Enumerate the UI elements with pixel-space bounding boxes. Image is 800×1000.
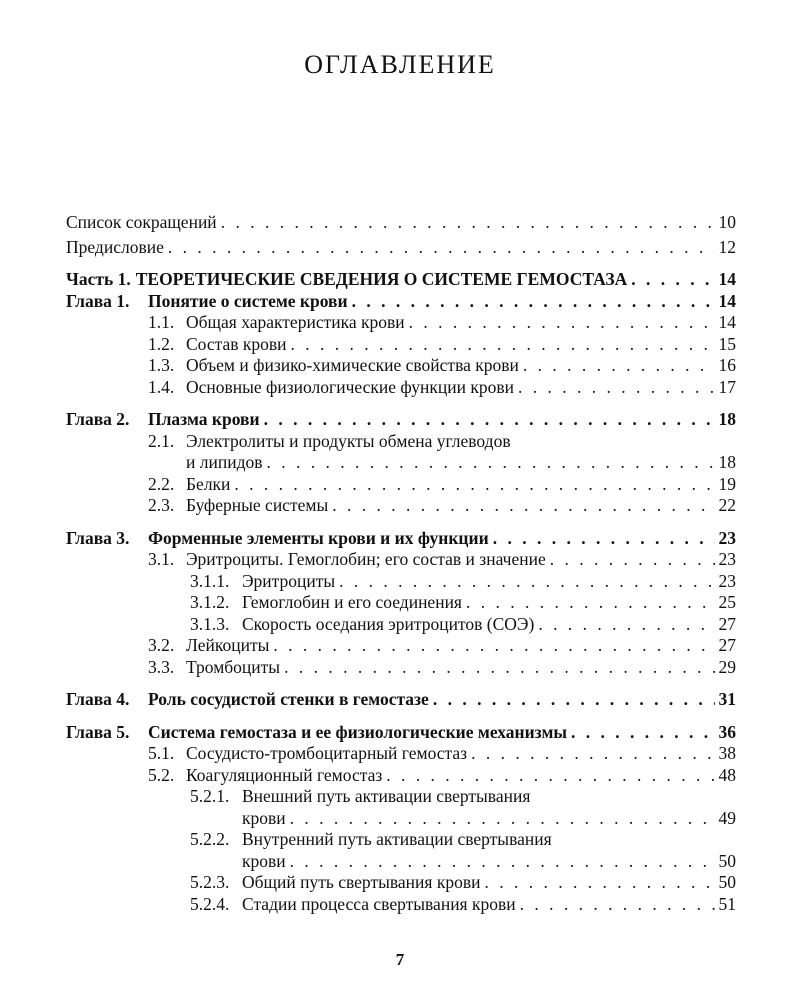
leader-dots (571, 722, 714, 744)
toc-entry-number: 5.1. (148, 743, 175, 763)
table-of-contents (66, 212, 736, 915)
toc-entry-page: 49 (718, 807, 736, 828)
toc-entry-number: 1.1. (148, 312, 175, 332)
toc-entry-text: Основные физиологические функции крови (186, 376, 514, 397)
toc-entry-page: 25 (718, 592, 736, 612)
toc-entry-3-3[interactable] (66, 657, 736, 679)
toc-entry-text: Эритроциты. Гемоглобин; его состав и значение (186, 549, 546, 569)
leader-dots (332, 495, 714, 517)
toc-entry-text: Форменные элементы крови и их функции (148, 527, 489, 548)
toc-entry-1-1[interactable] (66, 312, 736, 334)
toc-entry-text: Общая характеристика крови (186, 312, 405, 332)
toc-entry-number: Глава 2. (66, 409, 130, 429)
toc-entry-1-2[interactable] (66, 334, 736, 356)
toc-entry-number: 3.1. (148, 549, 175, 569)
leader-dots (284, 657, 714, 679)
toc-entry-page: 19 (718, 473, 736, 494)
toc-entry-number: 3.2. (148, 635, 175, 655)
toc-entry-number: Часть 1. (66, 269, 131, 289)
toc-entry-page: 31 (718, 689, 736, 709)
toc-entry-page: 14 (718, 269, 736, 289)
toc-entry-page: 48 (718, 764, 736, 785)
toc-entry-page: 17 (718, 376, 736, 397)
toc-entry-5-1[interactable] (66, 743, 736, 765)
leader-dots (352, 291, 715, 313)
toc-entry-chapter-3[interactable] (66, 528, 736, 550)
toc-entry-1-3[interactable] (66, 355, 736, 377)
leader-dots (409, 312, 715, 334)
toc-entry-text-line-1: Внутренний путь активации свертывания (242, 829, 552, 849)
leader-dots (631, 269, 714, 291)
leader-dots (466, 592, 715, 614)
leader-dots (339, 571, 714, 593)
toc-entry-page: 16 (718, 355, 736, 375)
toc-entry-page: 27 (718, 635, 736, 655)
page-number: 7 (395, 950, 405, 969)
leader-dots (168, 237, 715, 259)
toc-entry-3-1-3[interactable] (66, 614, 736, 636)
toc-entry-5-2-1[interactable] (66, 786, 736, 829)
toc-entry-text: Общий путь свертывания крови (242, 872, 481, 892)
toc-entry-text: Коагуляционный гемостаз (186, 764, 383, 785)
toc-entry-page: 23 (718, 549, 736, 569)
toc-entry-text: Понятие о системе крови (148, 290, 348, 311)
leader-dots (493, 528, 715, 550)
toc-entry-2-1[interactable] (66, 431, 736, 474)
toc-entry-chapter-5[interactable] (66, 722, 736, 744)
toc-entry-chapter-1[interactable] (66, 291, 736, 313)
toc-entry-5-2-2[interactable] (66, 829, 736, 872)
leader-dots (267, 452, 715, 474)
toc-entry-number: 5.2.2. (190, 829, 230, 849)
leader-dots (433, 689, 715, 711)
toc-entry-text: Список сокращений (66, 212, 217, 232)
toc-entry-chapter-2[interactable] (66, 409, 736, 431)
toc-entry-number: 3.3. (148, 656, 175, 677)
leader-dots (538, 614, 714, 636)
leader-dots (291, 334, 715, 356)
toc-entry-text: Роль сосудистой стенки в гемостазе (148, 689, 429, 709)
toc-entry-5-2-4[interactable] (66, 894, 736, 916)
toc-entry-number: 3.1.2. (190, 592, 230, 612)
toc-entry-number: 2.2. (148, 473, 175, 494)
toc-entry-page: 14 (718, 312, 736, 332)
toc-entry-part-1[interactable] (66, 269, 736, 291)
toc-entry-number: 2.1. (148, 430, 175, 451)
toc-entry-page: 50 (718, 872, 736, 892)
toc-entry-3-1-1[interactable] (66, 571, 736, 593)
toc-entry-number: 3.1.3. (190, 613, 230, 634)
toc-entry-5-2[interactable] (66, 765, 736, 787)
toc-entry-text: Сосудисто-тромбоцитарный гемостаз (186, 743, 468, 763)
leader-dots (550, 549, 715, 571)
toc-entry-number: 5.2.3. (190, 872, 230, 892)
toc-entry-number: 1.4. (148, 376, 175, 397)
toc-entry-preface[interactable] (66, 237, 736, 259)
toc-entry-number: Глава 4. (66, 689, 130, 709)
leader-dots (471, 743, 714, 765)
toc-entry-page: 29 (718, 656, 736, 677)
toc-entry-page: 38 (718, 743, 736, 763)
toc-entry-page: 36 (718, 721, 736, 742)
toc-entry-3-1-2[interactable] (66, 592, 736, 614)
leader-dots (523, 355, 715, 377)
leader-dots (264, 409, 715, 431)
toc-entry-text: Предисловие (66, 236, 164, 257)
toc-entry-number: Глава 5. (66, 721, 130, 742)
toc-entry-text: Буферные системы (186, 495, 329, 515)
toc-entry-5-2-3[interactable] (66, 872, 736, 894)
toc-entry-page: 23 (718, 527, 736, 548)
toc-entry-text: Скорость оседания эритроцитов (СОЭ) (242, 613, 535, 634)
toc-entry-page: 10 (718, 212, 736, 232)
toc-entry-number: 1.3. (148, 355, 175, 375)
leader-dots (518, 377, 715, 399)
toc-entry-page: 18 (718, 409, 736, 429)
toc-entry-text: Гемоглобин и его соединения (242, 592, 462, 612)
toc-entry-page: 50 (718, 850, 736, 871)
toc-entry-text: Объем и физико-химические свойства крови (186, 355, 519, 375)
toc-entry-3-2[interactable] (66, 635, 736, 657)
toc-entry-text: Плазма крови (148, 409, 260, 429)
toc-entry-text: крови (242, 807, 286, 828)
leader-dots (290, 851, 715, 873)
toc-entry-number: 5.2.1. (190, 786, 230, 806)
toc-entry-1-4[interactable] (66, 377, 736, 399)
toc-entry-page: 27 (718, 613, 736, 634)
toc-entry-3-1[interactable] (66, 549, 736, 571)
toc-entry-page: 22 (718, 495, 736, 515)
toc-entry-chapter-4[interactable] (66, 689, 736, 711)
toc-entry-text: и липидов (186, 452, 263, 472)
leader-dots (520, 894, 715, 916)
toc-entry-text: Белки (186, 473, 231, 494)
leader-dots (273, 635, 714, 657)
leader-dots (386, 765, 714, 787)
leader-dots (234, 474, 714, 496)
toc-entry-number: 2.3. (148, 495, 175, 515)
toc-entry-page: 23 (718, 570, 736, 591)
toc-entry-number: 5.2.4. (190, 893, 230, 914)
toc-entry-page: 14 (718, 290, 736, 311)
toc-entry-number: 5.2. (148, 764, 175, 785)
toc-entry-abbreviations[interactable] (66, 212, 736, 234)
toc-entry-text-line-1: Внешний путь активации свертывания (242, 786, 531, 806)
toc-entry-text: Эритроциты (242, 570, 336, 591)
toc-entry-number: 1.2. (148, 333, 175, 354)
toc-entry-number: 3.1.1. (190, 570, 230, 591)
toc-entry-text: Система гемостаза и ее физиологические механизмы (148, 721, 568, 742)
leader-dots (484, 872, 714, 894)
toc-entry-text: Стадии процесса свертывания крови (242, 893, 516, 914)
toc-entry-number: Глава 3. (66, 527, 130, 548)
toc-entry-2-2[interactable] (66, 474, 736, 496)
toc-entry-text: Тромбоциты (186, 656, 281, 677)
toc-entry-page: 18 (718, 452, 736, 472)
leader-dots (290, 808, 715, 830)
toc-entry-text-line-1: Электролиты и продукты обмена углеводов (186, 430, 511, 451)
toc-entry-number: Глава 1. (66, 290, 130, 311)
toc-entry-2-3[interactable] (66, 495, 736, 517)
toc-entry-text: ТЕОРЕТИЧЕСКИЕ СВЕДЕНИЯ О СИСТЕМЕ ГЕМОСТАЗА (135, 269, 628, 289)
toc-entry-page: 15 (718, 333, 736, 354)
page-title: ОГЛАВЛЕНИЕ (304, 50, 496, 79)
leader-dots (221, 212, 715, 234)
toc-entry-page: 51 (718, 893, 736, 914)
toc-entry-text: Лейкоциты (186, 635, 270, 655)
toc-entry-page: 12 (718, 236, 736, 257)
toc-entry-text: крови (242, 850, 286, 871)
toc-entry-text: Состав крови (186, 333, 287, 354)
